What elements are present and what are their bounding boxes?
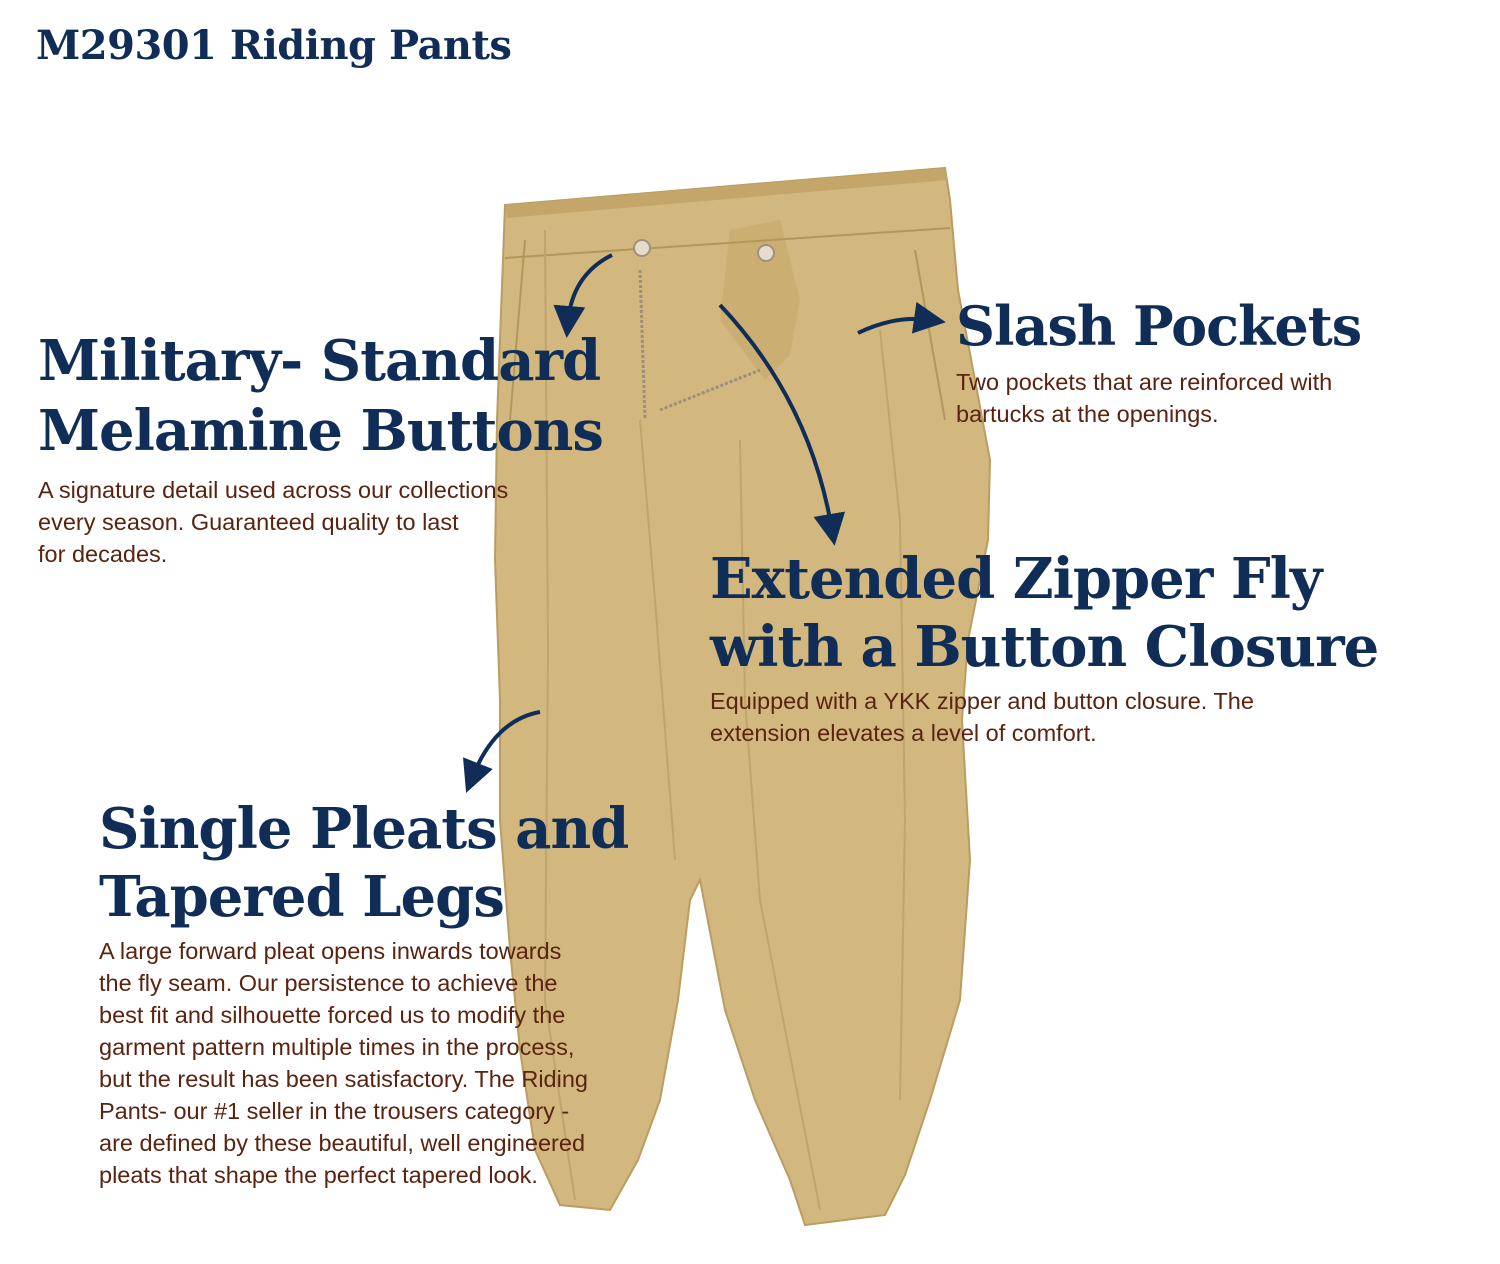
feature-description [99, 935, 628, 1191]
feature-description-line: A signature detail used across our collections [38, 477, 509, 503]
feature-description-line: Equipped with a YKK zipper and button closure. The [710, 688, 1254, 714]
feature-heading-line: Slash Pockets [956, 294, 1362, 358]
waist-button-right [758, 245, 774, 261]
feature-heading-line: Extended Zipper Fly [710, 546, 1322, 612]
feature-description-line: Two pockets that are reinforced with [956, 369, 1333, 395]
feature-description-line: the fly seam. Our persistence to achieve the [99, 970, 558, 996]
feature-heading-line: Tapered Legs [99, 864, 504, 930]
feature-single-pleats [99, 795, 628, 1191]
feature-melamine-buttons [38, 326, 603, 570]
feature-description-line: garment pattern multiple times in the process, [99, 1034, 575, 1060]
feature-heading [99, 795, 628, 931]
feature-description [956, 366, 1361, 430]
feature-description-line: pleats that shape the perfect tapered look. [99, 1162, 538, 1188]
feature-slash-pockets [956, 294, 1361, 430]
feature-description-line: extension elevates a level of comfort. [710, 720, 1097, 746]
feature-heading [38, 326, 603, 466]
feature-description-line: A large forward pleat opens inwards towards [99, 938, 562, 964]
feature-heading [956, 294, 1361, 358]
feature-heading-line: Melamine Buttons [38, 398, 603, 464]
feature-description-line: bartucks at the openings. [956, 401, 1219, 427]
product-title: M29301 Riding Pants [36, 22, 512, 69]
feature-heading-line: Military- Standard [38, 328, 601, 394]
feature-heading [710, 545, 1378, 681]
feature-description-line: every season. Guaranteed quality to last [38, 509, 459, 535]
feature-description-line: for decades. [38, 541, 168, 567]
feature-description [38, 474, 603, 570]
feature-description-line: but the result has been satisfactory. The Riding [99, 1066, 588, 1092]
feature-description-line: Pants- our #1 seller in the trousers category - [99, 1098, 570, 1124]
feature-description-line: are defined by these beautiful, well engineered [99, 1130, 586, 1156]
feature-description [710, 685, 1378, 749]
waist-button-left [634, 240, 650, 256]
feature-extended-zipper-fly [710, 545, 1378, 749]
feature-description-line: best fit and silhouette forced us to modify the [99, 1002, 566, 1028]
feature-heading-line: Single Pleats and [99, 796, 629, 862]
feature-heading-line: with a Button Closure [710, 614, 1379, 680]
